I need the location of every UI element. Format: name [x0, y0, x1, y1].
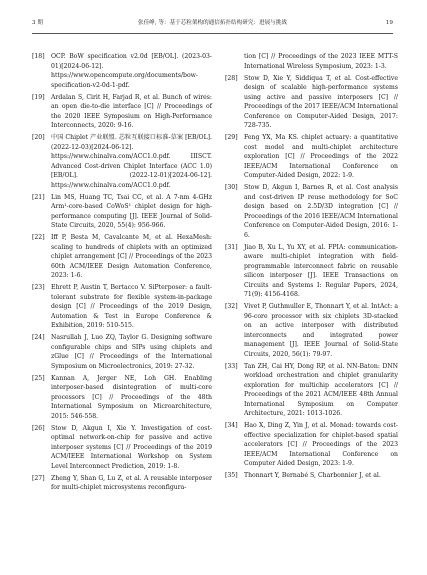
issue-label: 3 期	[32, 20, 43, 26]
reference-text: Zheng Y, Shan G, Lu Z, et al. A reusable interposer for multi-chiplet microsystems reconfigura-	[51, 474, 212, 491]
reference-text: tion [C] // Proceedings of the 2023 IEEE MTT-S International Wireless Symposium, 2023: 1-3.	[244, 53, 398, 70]
reference-number: [24]	[32, 334, 45, 341]
reference-number: [28]	[225, 74, 238, 82]
reference-item	[32, 233, 212, 281]
reference-number: [19]	[32, 93, 45, 101]
reference-item	[32, 424, 212, 472]
reference-item	[225, 183, 398, 240]
reference-item	[225, 421, 398, 469]
reference-item	[225, 243, 398, 300]
reference-number: [22]	[32, 234, 45, 241]
reference-text: Lin MS, Huang TC, Tsai CC, et al. A 7-nm 4-GHz Arm¹-core-based CoWoS¹ chiplet design for high-performance computing [J]. IEEE Journal of Solid-State Circuits, 2020, 55(4): 956-966.	[51, 193, 212, 229]
page-header	[32, 16, 393, 30]
reference-number: [35]	[225, 472, 238, 479]
reference-number: [34]	[225, 422, 238, 429]
reference-column-right	[225, 52, 398, 483]
reference-item	[225, 302, 398, 359]
reference-number: [18]	[32, 53, 45, 60]
reference-number: [25]	[32, 374, 45, 382]
reference-text: Stow D, Akgun I, Barnes R, et al. Cost analysis and cost-driven IP reuse methodology for SoC design based on 2.5D/3D integration [C] // Proceedings of the 2016 IEEE/ACM International Conference on Computer-Aided Design, 2016: 1-6.	[244, 184, 398, 239]
reference-number: [31]	[225, 243, 238, 251]
reference-item	[32, 333, 212, 371]
reference-number: [32]	[225, 303, 238, 310]
reference-item	[32, 52, 212, 90]
reference-text: Kannan A, Jerger NE, Loh GH. Enabling interposer-based disintegration of multi-core processors [C] // Proceedings of the 48th International Symposium on Microarchitecture, 2015: 546-558.	[51, 374, 212, 420]
reference-text: Hao X, Ding Z, Yin J, et al. Monad: towards cost-effective specialization for chiplet-based spatial accelerators [C] // Proceedings of the 2023 IEEE/ACM International Conference on Computer Aided Design, 2023: 1-9.	[244, 422, 398, 467]
reference-item	[32, 283, 212, 331]
reference-number: [23]	[32, 284, 45, 291]
reference-number: [27]	[32, 474, 45, 482]
reference-column-left	[32, 52, 212, 495]
reference-text: OCP. BoW specification v2.0d [EB/OL]. (2023-03-01)[2024-06-12]. https://www.opencompute.org/documents/bow-specification-v2-0d-1-pdf.	[51, 53, 212, 89]
reference-item	[32, 133, 212, 190]
reference-item	[32, 93, 212, 131]
page-number: 19	[385, 20, 393, 26]
reference-item	[225, 52, 398, 71]
reference-item	[32, 474, 212, 493]
reference-text: Feng YX, Ma KS. chiplet actuary: a quantitative cost model and multi-chiplet architecture exploration [C] // Proceedings of the 2022 IEEE/ACM International Conference on Computer-Aided Design, 2022: 1-9.	[244, 134, 398, 179]
reference-text: Stow D, Xie Y, Siddiqua T, et al. Cost-effective design of scalable high-performance systems using active and passive interposers [C] // Proceedings of the 2017 IEEE/ACM International Conference on Computer-Aided Design, 2017: 728-735.	[244, 74, 398, 129]
reference-text: 中国 Chiplet 产业联盟. 芯粒互联接口标准-草案 [EB/OL]. (2022-12-03)[2024-06-12]. https://www.chinalva.com/ACC1.0.pdf. IIISCT. Advanced Cost-driven Chiplet Interface (ACC 1.0) [EB/OL]. (2022-12-01)[2024-06-12]. https://www.chinalva.com/ACC1.0.pdf.	[51, 134, 212, 189]
reference-item	[32, 193, 212, 231]
header-rule	[32, 33, 393, 34]
reference-text: Thonnart Y, Bernabé S, Charbonnier J, et al.	[244, 472, 381, 479]
reference-text: Ehrett P, Austin T, Bertacco V. SiPterposer: a fault-tolerant substrate for flexible system-in-package design [C] // Proceedings of the 2019 Design, Automation & Test in Europe Conference & Exhibition, 2019: 510-515.	[51, 284, 212, 329]
reference-number: [20]	[32, 134, 45, 141]
reference-text: Jiao B, Xu L, Yu XY, et al. FPIA: communication-aware multi-chiplet integration with field-programmable interconnect fabric on reusable silicon interposer [J]. IEEE Transactions on Circuits and Systems I: Regular Papers, 2024, 71(9): 4156-4168.	[244, 243, 398, 298]
reference-text: Vivet P, Guthmuller E, Thonnart Y, et al. IntAct: a 96-core processor with six chiplets 3D-stacked on an active interposer with distributed interconnects and integrated power management [J]. IEEE Journal of Solid-State Circuits, 2020, 56(1): 79-97.	[244, 303, 398, 358]
reference-text: Tan ZH, Cai HY, Dong RP, et al. NN-Baton: DNN workload orchestration and chiplet granularity exploration for multichip accelerators [C] // Proceedings of the 2021 ACM/IEEE 48th Annual International Symposium on Computer Architecture, 2021: 1013-1026.	[244, 362, 398, 417]
reference-item	[225, 133, 398, 181]
reference-number: [26]	[32, 424, 45, 432]
reference-number: [21]	[32, 193, 45, 201]
reference-text: Nasrullah J, Luo ZQ, Taylor G. Designing software configurable chips and SIPs using chiplets and zGlue [C] // Proceedings of the International Symposium on Microelectronics, 2019: 27-32.	[51, 334, 212, 370]
reference-number: [30]	[225, 184, 238, 191]
reference-text: Iff P, Besta M, Cavalcante M, et al. HexaMesh: scaling to hundreds of chiplets with an optimized chiplet arrangement [C] // Proceedings of the 2023 60th ACM/IEEE Design Automation Conference, 2023: 1-6.	[51, 234, 212, 279]
reference-number: [33]	[225, 362, 238, 370]
reference-text: Stow D, Akgun I, Xie Y. Investigation of cost-optimal network-on-chip for passive and active interposer systems [C] // Proceedings of the 2019 ACM/IEEE International Workshop on System Level Interconnect Prediction, 2019: 1-8.	[51, 424, 212, 470]
reference-item	[32, 374, 212, 422]
reference-item	[225, 74, 398, 131]
reference-text: Ardalan S, Cirit H, Farjad R, et al. Bunch of wires: an open die-to-die interface [C] // Proceedings of the 2020 IEEE Symposium on High-Performance Interconnects, 2020: 9-16.	[51, 93, 212, 129]
reference-item	[225, 362, 398, 419]
running-title: 张佳峥, 等：基于芯粒架构的通信拓扑结构研究：进展与挑战	[138, 20, 287, 26]
reference-item	[225, 471, 398, 481]
reference-number: [29]	[225, 134, 238, 141]
